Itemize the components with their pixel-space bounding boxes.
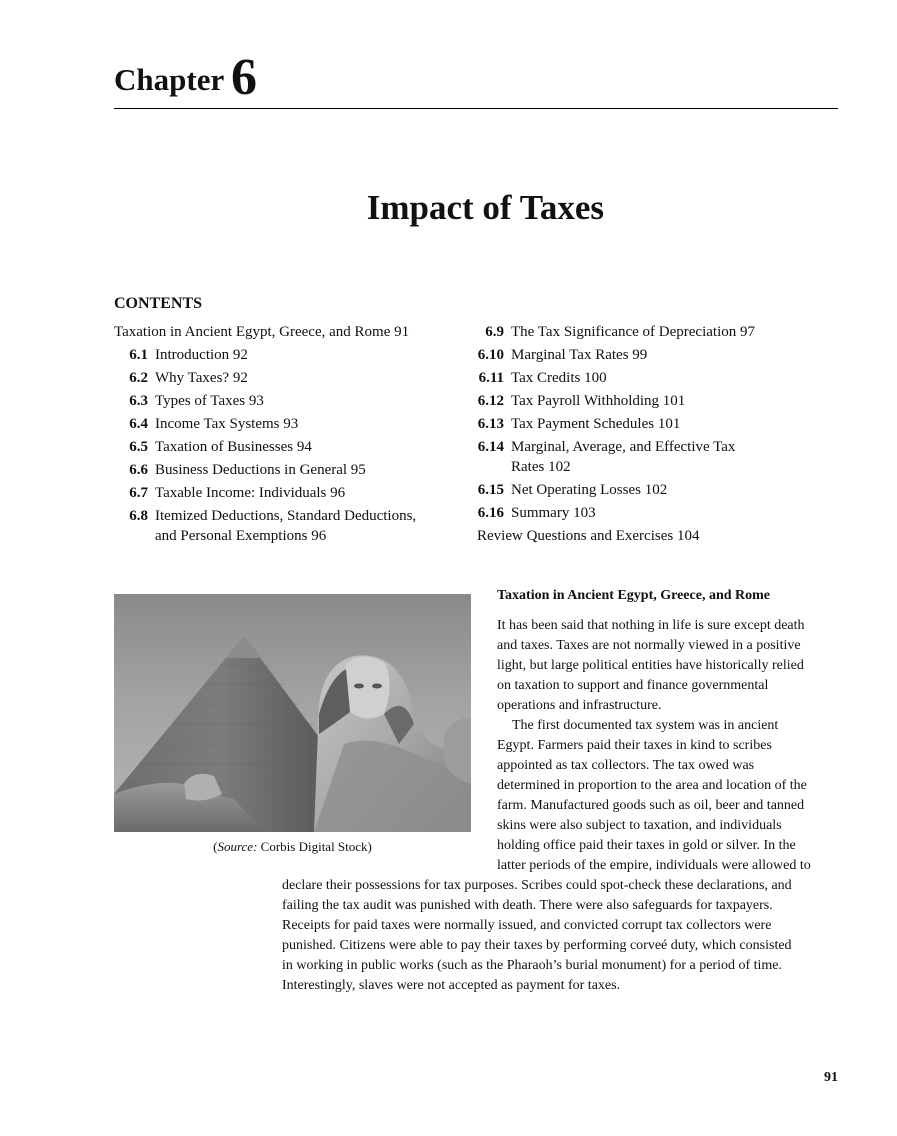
toc-entry-text: Introduction 92 xyxy=(155,347,248,363)
chapter-label: Chapter xyxy=(114,62,225,97)
toc-entry-text: Taxation of Businesses 94 xyxy=(155,439,312,455)
toc-entry-number: 6.5 xyxy=(129,439,148,455)
article-line: latter periods of the empire, individuals were allowed to xyxy=(497,858,811,873)
article-heading: Taxation in Ancient Egypt, Greece, and Rome xyxy=(497,588,771,603)
article-line: punished. Citizens were able to pay their taxes by performing corveé duty, which consisted xyxy=(282,938,792,953)
page-number: 91 xyxy=(824,1070,838,1085)
article-line: The first documented tax system was in ancient xyxy=(512,718,779,733)
toc-entry-text: Taxable Income: Individuals 96 xyxy=(155,485,346,501)
article-line: failing the tax audit was punished with death. There were also safeguards for taxpayers. xyxy=(282,898,773,913)
article-line: and taxes. Taxes are not normally viewed in a positive xyxy=(497,638,801,653)
toc-entry-number: 6.12 xyxy=(477,393,504,409)
toc-entry xyxy=(477,322,839,342)
toc-entry xyxy=(477,391,839,411)
toc-entry-number: 6.4 xyxy=(129,416,148,432)
article-line: on taxation to support and finance governmental xyxy=(497,678,769,693)
toc-entry-text: Itemized Deductions, Standard Deductions, and Personal Exemptions 96 xyxy=(155,508,417,544)
caption-source-label: Source: xyxy=(217,839,258,854)
toc-entry-text: Marginal, Average, and Effective Tax Rates 102 xyxy=(511,439,736,475)
toc-entry-text: Tax Credits 100 xyxy=(511,370,607,386)
pyramid-capstone xyxy=(226,636,262,658)
toc-entry-text: Types of Taxes 93 xyxy=(155,393,264,409)
toc-entry xyxy=(114,460,464,480)
photo-caption: (Source: Corbis Digital Stock) xyxy=(213,839,372,854)
article-line: light, but large political entities have historically relied xyxy=(497,658,804,673)
toc-entry-number: 6.6 xyxy=(129,462,148,478)
article-line: holding office paid their taxes in gold or silver. In the xyxy=(497,838,796,853)
toc-entry xyxy=(114,506,464,546)
article-line: farm. Manufactured goods such as oil, beer and tanned xyxy=(497,798,805,813)
chapter-header xyxy=(114,49,838,109)
toc-entry-number: 6.3 xyxy=(129,393,148,409)
article-line: skins were also subject to taxation, and individuals xyxy=(497,818,782,833)
toc-entry-number: 6.2 xyxy=(129,370,148,386)
chapter-number: 6 xyxy=(231,49,257,106)
toc-entry xyxy=(477,437,839,477)
toc-entry xyxy=(114,391,464,411)
toc-entry-text: Tax Payment Schedules 101 xyxy=(511,416,681,432)
toc-entry-text: Summary 103 xyxy=(511,505,596,521)
sphinx-eye xyxy=(354,684,364,689)
toc-entry-number: 6.11 xyxy=(478,370,504,386)
caption-source-text: Corbis Digital Stock xyxy=(260,839,368,854)
chapter-title: Impact of Taxes xyxy=(366,188,604,227)
toc-entry xyxy=(477,503,839,523)
article-line: declare their possessions for tax purposes. Scribes could spot-check these declarations, and xyxy=(282,878,792,893)
toc-entry-number: 6.10 xyxy=(477,347,504,363)
toc-entry-text: Net Operating Losses 102 xyxy=(511,482,668,498)
sphinx-pyramid-photo xyxy=(114,594,471,832)
toc-entry xyxy=(114,414,464,434)
photo-illustration xyxy=(114,594,471,832)
article-line: determined in proportion to the area and location of the xyxy=(497,778,807,793)
toc-entry-number: 6.8 xyxy=(129,508,148,524)
sphinx-head xyxy=(344,657,390,719)
article-line: in working in public works (such as the Pharaoh’s burial monument) for a period of time. xyxy=(282,958,783,973)
toc-entry-number: 6.9 xyxy=(485,324,504,340)
toc-entry xyxy=(114,345,464,365)
toc-entry xyxy=(477,414,839,434)
toc-entry xyxy=(114,322,464,342)
toc-left-column xyxy=(114,322,464,549)
toc-entry-number: 6.13 xyxy=(477,416,504,432)
toc-entry-number: 6.14 xyxy=(477,439,504,455)
toc-entry-text: Business Deductions in General 95 xyxy=(155,462,366,478)
article-line: It has been said that nothing in life is sure except death xyxy=(497,618,805,633)
toc-entry xyxy=(477,368,839,388)
article-line: Interestingly, slaves were not accepted as payment for taxes. xyxy=(282,978,621,993)
toc-entry-number: 6.15 xyxy=(477,482,504,498)
contents-heading: CONTENTS xyxy=(114,295,203,312)
toc-entry-text: Why Taxes? 92 xyxy=(155,370,248,386)
toc-entry xyxy=(114,437,464,457)
toc-entry xyxy=(114,368,464,388)
article-line: Egypt. Farmers paid their taxes in kind to scribes xyxy=(497,738,772,753)
article-line: operations and infrastructure. xyxy=(497,698,662,713)
toc-entry-number: 6.1 xyxy=(129,347,148,363)
toc-entry xyxy=(114,483,464,503)
toc-entry-text: Marginal Tax Rates 99 xyxy=(511,347,648,363)
toc-entry-text: Taxation in Ancient Egypt, Greece, and Rome 91 xyxy=(114,324,410,340)
toc-entry-number: 6.7 xyxy=(129,485,148,501)
toc-entry xyxy=(477,480,839,500)
toc-right-column xyxy=(477,322,839,549)
sphinx-eye xyxy=(372,684,382,689)
toc-entry xyxy=(477,345,839,365)
article-line: appointed as tax collectors. The tax owed was xyxy=(497,758,755,773)
toc-entry-text: Review Questions and Exercises 104 xyxy=(477,528,700,544)
toc-entry xyxy=(477,526,839,546)
toc-entry-number: 6.16 xyxy=(477,505,504,521)
article-line: Receipts for paid taxes were normally issued, and convicted corrupt tax collectors were xyxy=(282,918,772,933)
toc-entry-text: Tax Payroll Withholding 101 xyxy=(511,393,686,409)
toc-entry-text: Income Tax Systems 93 xyxy=(155,416,299,432)
toc-entry-text: The Tax Significance of Depreciation 97 xyxy=(511,324,755,340)
